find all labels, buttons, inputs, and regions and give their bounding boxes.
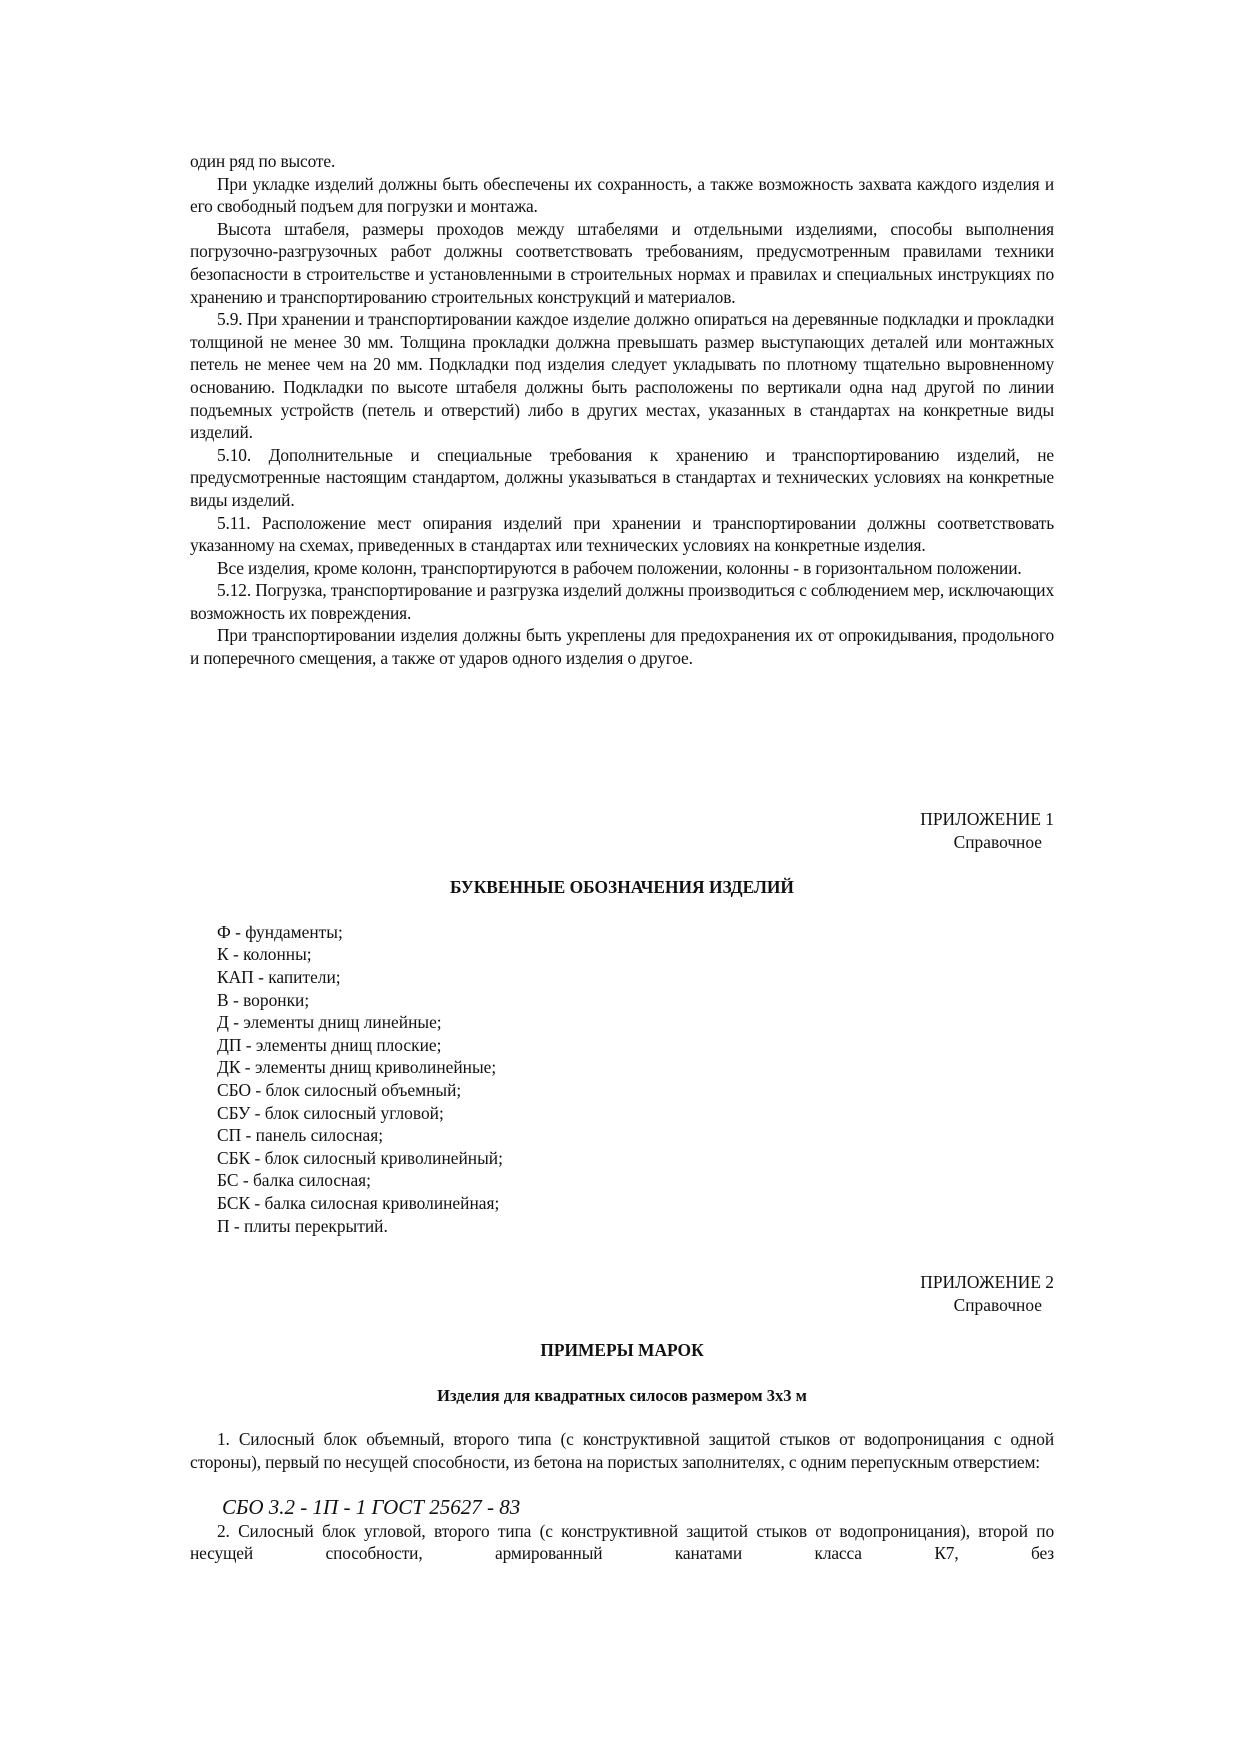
appendix-label: ПРИЛОЖЕНИЕ 2 xyxy=(920,1272,1054,1292)
appendix-type: Справочное xyxy=(953,831,1042,852)
section-5-text xyxy=(190,150,1054,670)
list-item: СБК - блок силосный криволинейный; xyxy=(217,1147,503,1168)
paragraph: Высота штабеля, размеры проходов между штабелями и отдельными изделиями, способы выполнения погрузочно-разгрузочных работ должны соответствовать требованиям, предусмотренным правилами техники безопасности в строительстве и установленными в строительных нормах и правилах и специальных инструкциях по хранению и транспортированию строительных конструкций и материалов. xyxy=(190,218,1054,307)
appendix-title: БУКВЕННЫЕ ОБОЗНАЧЕНИЯ ИЗДЕЛИЙ xyxy=(450,877,794,898)
appendix-type: Справочное xyxy=(953,1294,1042,1315)
appendix-subtitle: Изделия для квадратных силосов размером 3x3 м xyxy=(437,1385,807,1405)
list-item: СП - панель силосная; xyxy=(217,1125,384,1146)
list-item: К - колонны; xyxy=(217,944,312,965)
mark-formula: СБО 3.2 - 1П - 1 ГОСТ 25627 - 83 xyxy=(222,1494,521,1519)
paragraph: При транспортировании изделия должны быть укреплены для предохранения их от опрокидывания, продольного и поперечного смещения, а также от ударов одного изделия о другое. xyxy=(190,625,1054,669)
list-item: БС - балка силосная; xyxy=(217,1170,372,1191)
paragraph: 5.11. Расположение мест опирания изделий при хранении и транспортировании должны соответствовать указанному на схемах, приведенных в стандартах или технических условиях на конкретные изделия. xyxy=(190,512,1054,556)
appendix-1 xyxy=(190,808,1054,1237)
list-item: Ф - фундаменты; xyxy=(217,921,343,942)
list-item: ДП - элементы днищ плоские; xyxy=(217,1034,442,1055)
list-item: БСК - балка силосная криволинейная; xyxy=(217,1192,500,1213)
list-item: В - воронки; xyxy=(217,989,310,1010)
paragraph: 5.10. Дополнительные и специальные требования к хранению и транспортированию изделий, не предусмотренные настоящим стандартом, должны указываться в стандартах и технических условиях на конкретные виды изделий. xyxy=(190,444,1054,510)
appendix-label: ПРИЛОЖЕНИЕ 1 xyxy=(920,809,1054,829)
appendix-2 xyxy=(190,1271,1054,1565)
list-item: П - плиты перекрытий. xyxy=(217,1215,388,1236)
paragraph: При укладке изделий должны быть обеспечены их сохранность, а также возможность захвата каждого изделия и его свободный подъем для погрузки и монтажа. xyxy=(190,173,1054,217)
paragraph: 5.9. При хранении и транспортировании каждое изделие должно опираться на деревянные подкладки и прокладки толщиной не менее 30 мм. Толщина прокладки должна превышать размер выступающих деталей или монтажных петель не менее чем на 20 мм. Подкладки под изделия следует укладывать по плотному тщательно выровненному основанию. Подкладки по высоте штабеля должны быть расположены по вертикали одна над другой по линии подъемных устройств (петель и отверстий) либо в других местах, указанных в стандартах на конкретные виды изделий. xyxy=(190,309,1054,443)
list-item: СБУ - блок силосный угловой; xyxy=(217,1102,444,1123)
example-paragraph: 1. Силосный блок объемный, второго типа (с конструктивной защитой стыков от водопроницания с одной стороны), первый по несущей способности, из бетона на пористых заполнителях, с одним перепускным отверстием: xyxy=(190,1429,1054,1472)
list-item: Д - элементы днищ линейные; xyxy=(217,1012,442,1033)
paragraph: Все изделия, кроме колонн, транспортируются в рабочем положении, колонны - в горизонтальном положении. xyxy=(217,557,1022,578)
appendix-title: ПРИМЕРЫ МАРОК xyxy=(540,1340,704,1361)
designation-list xyxy=(190,921,1054,1237)
paragraph: 5.12. Погрузка, транспортирование и разгрузка изделий должны производиться с соблюдением мер, исключающих возможность их повреждения. xyxy=(190,580,1054,623)
list-item: ДК - элементы днищ криволинейные; xyxy=(217,1057,497,1078)
paragraph: один ряд по высоте. xyxy=(190,151,336,171)
list-item: КАП - капители; xyxy=(217,966,341,987)
list-item: СБО - блок силосный объемный; xyxy=(217,1079,462,1100)
example-paragraph: 2. Силосный блок угловой, второго типа (с конструктивной защитой стыков от водопроницания), второй по несущей способности, армированный канатами класса К7, без xyxy=(190,1520,1054,1564)
